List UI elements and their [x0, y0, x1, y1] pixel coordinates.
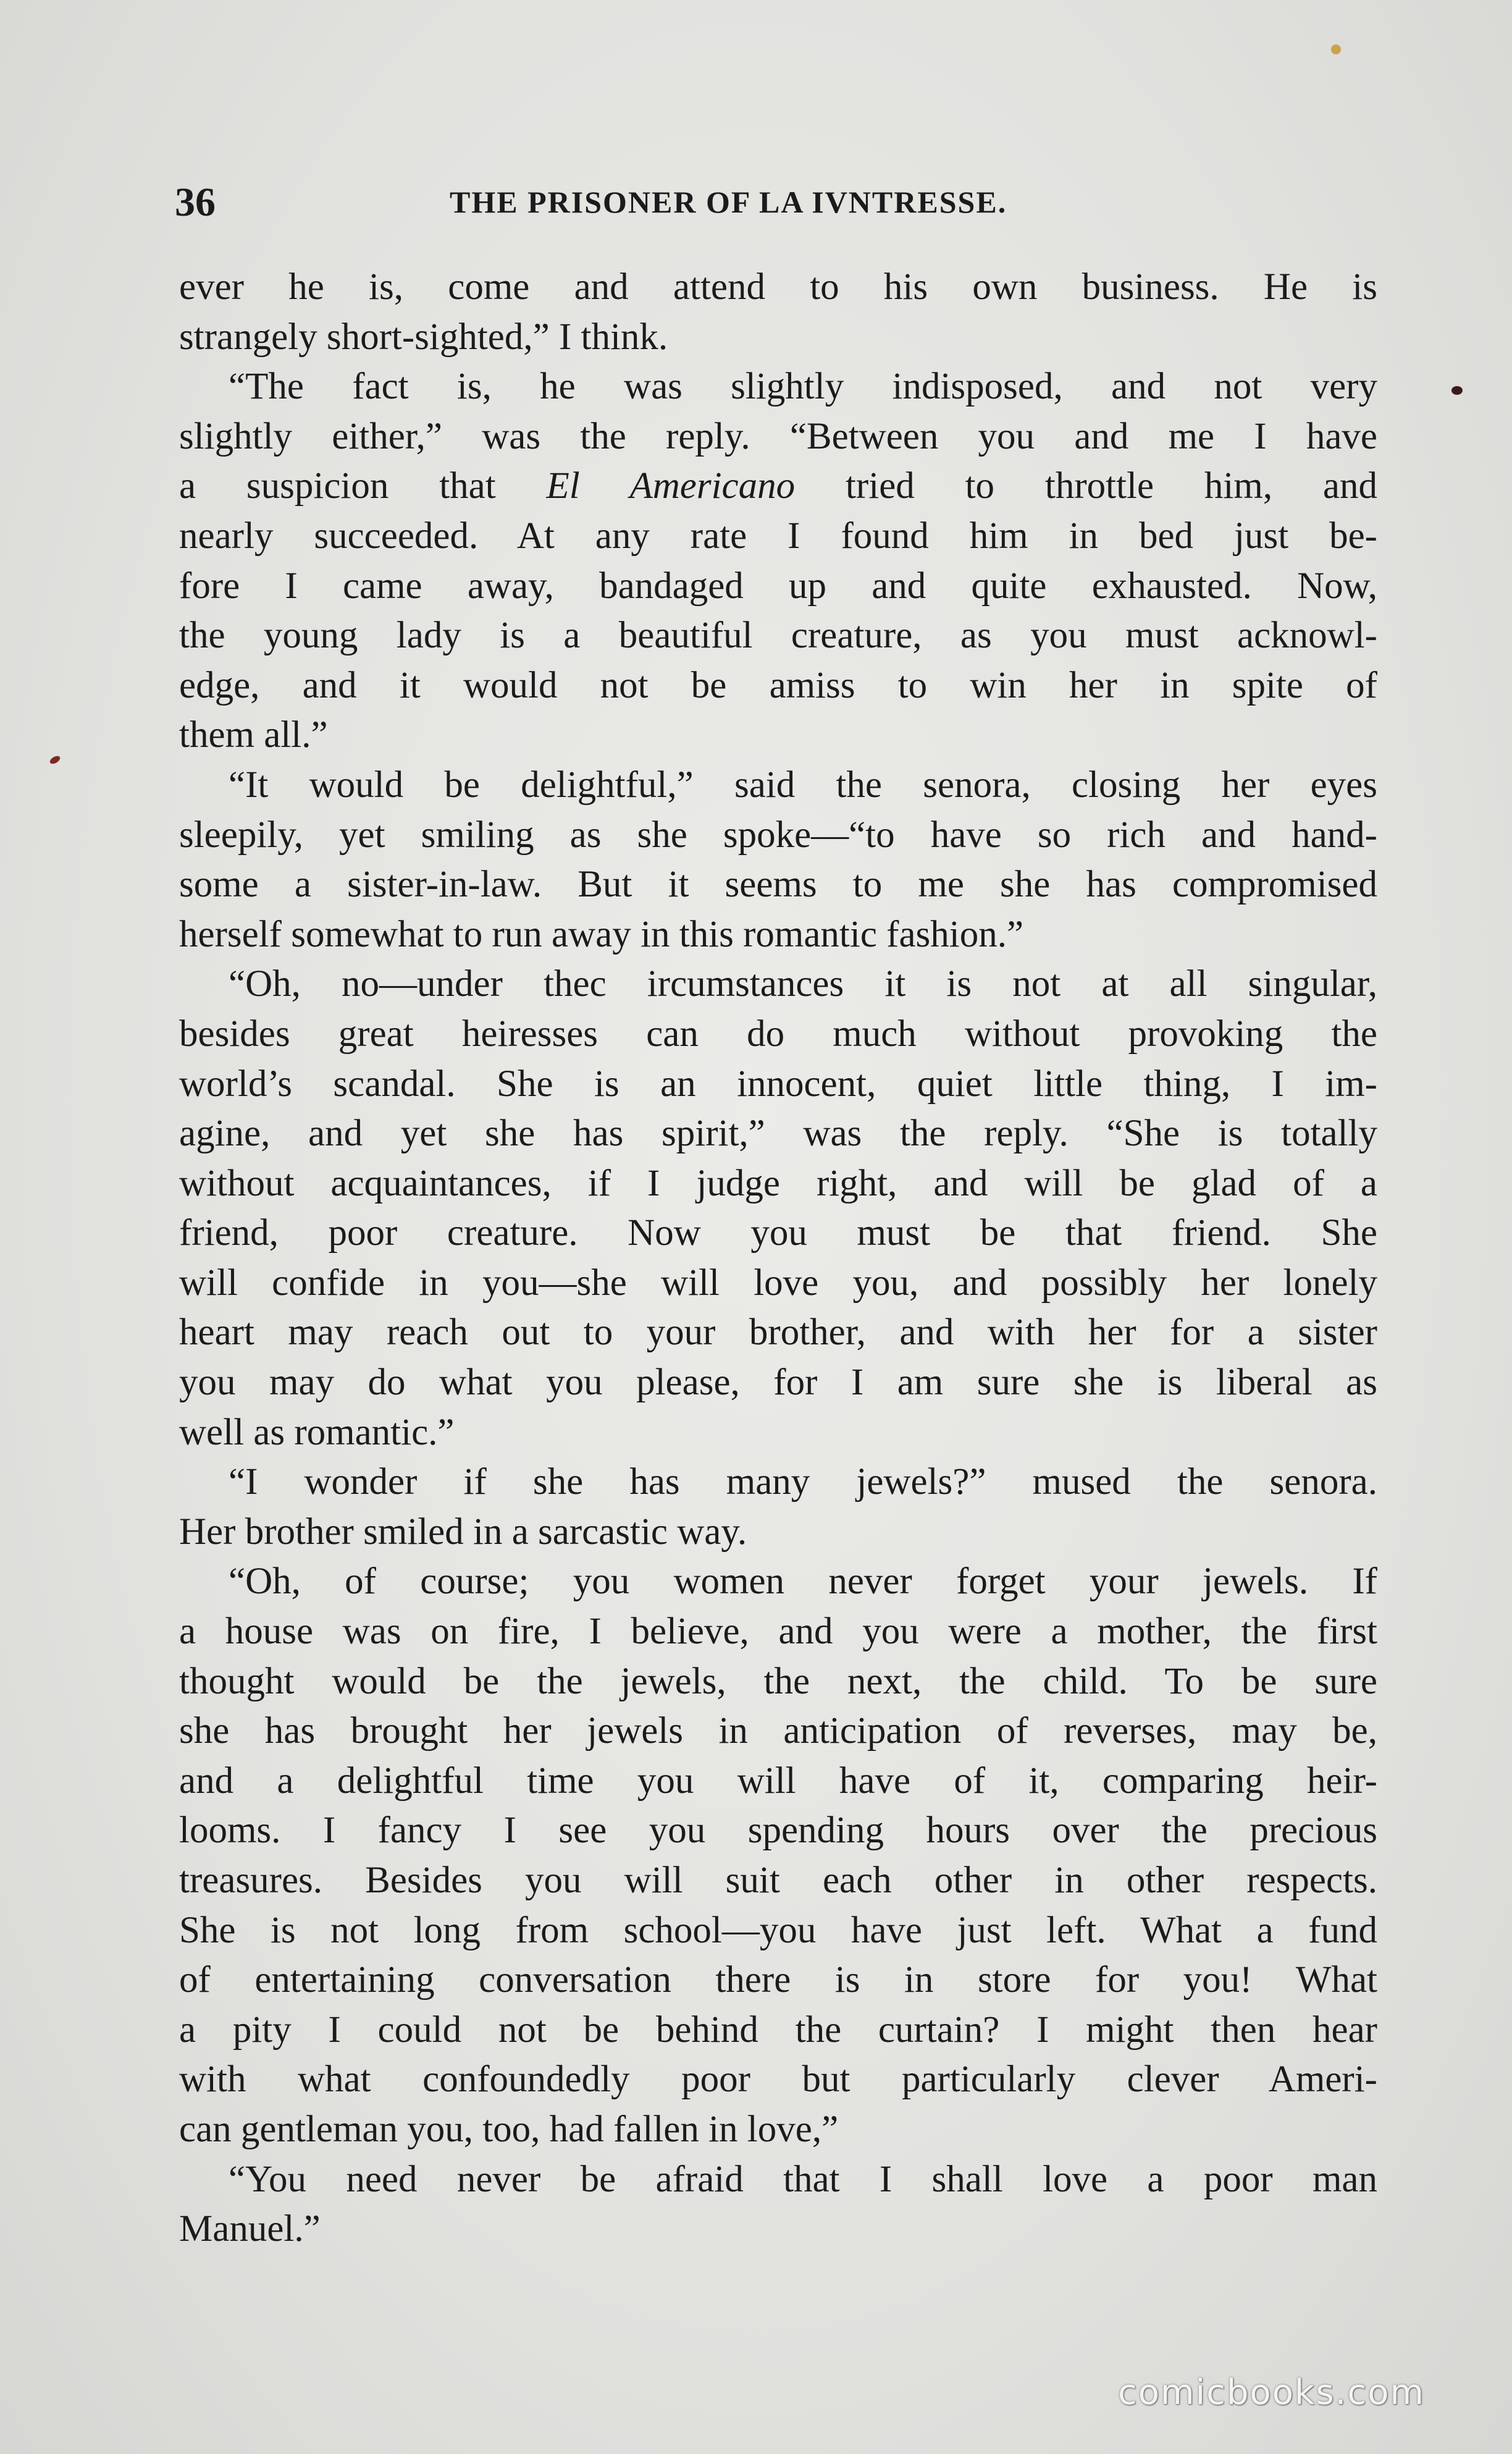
text-line: edge, and it would not be amiss to win her in spite of: [179, 664, 1377, 706]
text-line: world’s scandal. She is an innocent, quiet little thing, I im-: [179, 1063, 1377, 1105]
text-line: agine, and yet she has spirit,” was the reply. “She is totally: [179, 1113, 1377, 1155]
text-line: “You need never be afraid that I shall love a poor man: [229, 2158, 1377, 2200]
text-line: “Oh, of course; you women never forget your jewels. If: [229, 1561, 1377, 1603]
text-line: thought would be the jewels, the next, the child. To be sure: [179, 1660, 1377, 1702]
text-line: with what confoundedly poor but particularly clever Ameri-: [179, 2059, 1377, 2101]
text-line: Manuel.”: [179, 2208, 321, 2250]
watermark: comicbooks.com: [1118, 2372, 1426, 2413]
running-title: THE PRISONER OF LA IVNTRESSE.: [450, 185, 1007, 219]
text-line: a pity I could not be behind the curtain? I might then hear: [179, 2009, 1377, 2051]
text-line: nearly succeeded. At any rate I found him in bed just be-: [179, 515, 1377, 557]
text-line: Her brother smiled in a sarcastic way.: [179, 1511, 747, 1553]
text-line: a suspicion that El Americano tried to throttle him, and: [179, 465, 1377, 507]
text-line: “It would be delightful,” said the senora, closing her eyes: [229, 764, 1377, 806]
text-line: friend, poor creature. Now you must be that friend. She: [179, 1212, 1377, 1254]
text-line: she has brought her jewels in anticipation of reverses, may be,: [179, 1710, 1377, 1752]
text-line: besides great heiresses can do much without provoking the: [179, 1013, 1377, 1055]
text-line: without acquaintances, if I judge right, and will be glad of a: [179, 1162, 1377, 1204]
text-line: can gentleman you, too, had fallen in love,”: [179, 2108, 839, 2150]
text-line: some a sister-in-law. But it seems to me she has compromised: [179, 864, 1377, 906]
text-line: herself somewhat to run away in this romantic fashion.”: [179, 913, 1024, 955]
text-line: strangely short-sighted,” I think.: [179, 316, 668, 358]
text-line: treasures. Besides you will suit each other in other respects.: [179, 1860, 1377, 1901]
text-line: will confide in you—she will love you, and possibly her lonely: [179, 1262, 1377, 1304]
ink-speck: [49, 754, 62, 765]
text-line: looms. I fancy I see you spending hours over the precious: [179, 1810, 1377, 1852]
text-line: slightly either,” was the reply. “Between you and me I have: [179, 415, 1377, 457]
text-line: She is not long from school—you have just left. What a fund: [179, 1909, 1377, 1951]
ink-speck: [1451, 386, 1463, 395]
text-line: you may do what you please, for I am sure she is liberal as: [179, 1362, 1377, 1404]
text-line: heart may reach out to your brother, and with her for a sister: [179, 1312, 1377, 1354]
text-line: a house was on fire, I believe, and you were a mother, the first: [179, 1611, 1377, 1653]
text-line: “I wonder if she has many jewels?” mused the senora.: [229, 1461, 1377, 1503]
text-line: sleepily, yet smiling as she spoke—“to have so rich and hand-: [179, 814, 1377, 856]
text-line: ever he is, come and attend to his own business. He is: [179, 266, 1377, 308]
running-head: [175, 174, 1379, 224]
text-line: “Oh, no—under thec ircumstances it is not at all singular,: [229, 963, 1377, 1005]
text-line: of entertaining conversation there is in store for you! What: [179, 1959, 1377, 2001]
text-line: the young lady is a beautiful creature, as you must acknowl-: [179, 615, 1377, 657]
page-number: 36: [175, 180, 216, 225]
text-line: and a delightful time you will have of it, comparing heir-: [179, 1760, 1377, 1802]
body-text: [179, 263, 1377, 2254]
text-line: fore I came away, bandaged up and quite exhausted. Now,: [179, 565, 1377, 607]
text-line: well as romantic.”: [179, 1411, 455, 1453]
italic-phrase: El Americano: [546, 465, 796, 507]
text-line: “The fact is, he was slightly indisposed, and not very: [229, 366, 1377, 408]
ink-speck: [1331, 44, 1341, 54]
text-line: them all.”: [179, 714, 328, 756]
